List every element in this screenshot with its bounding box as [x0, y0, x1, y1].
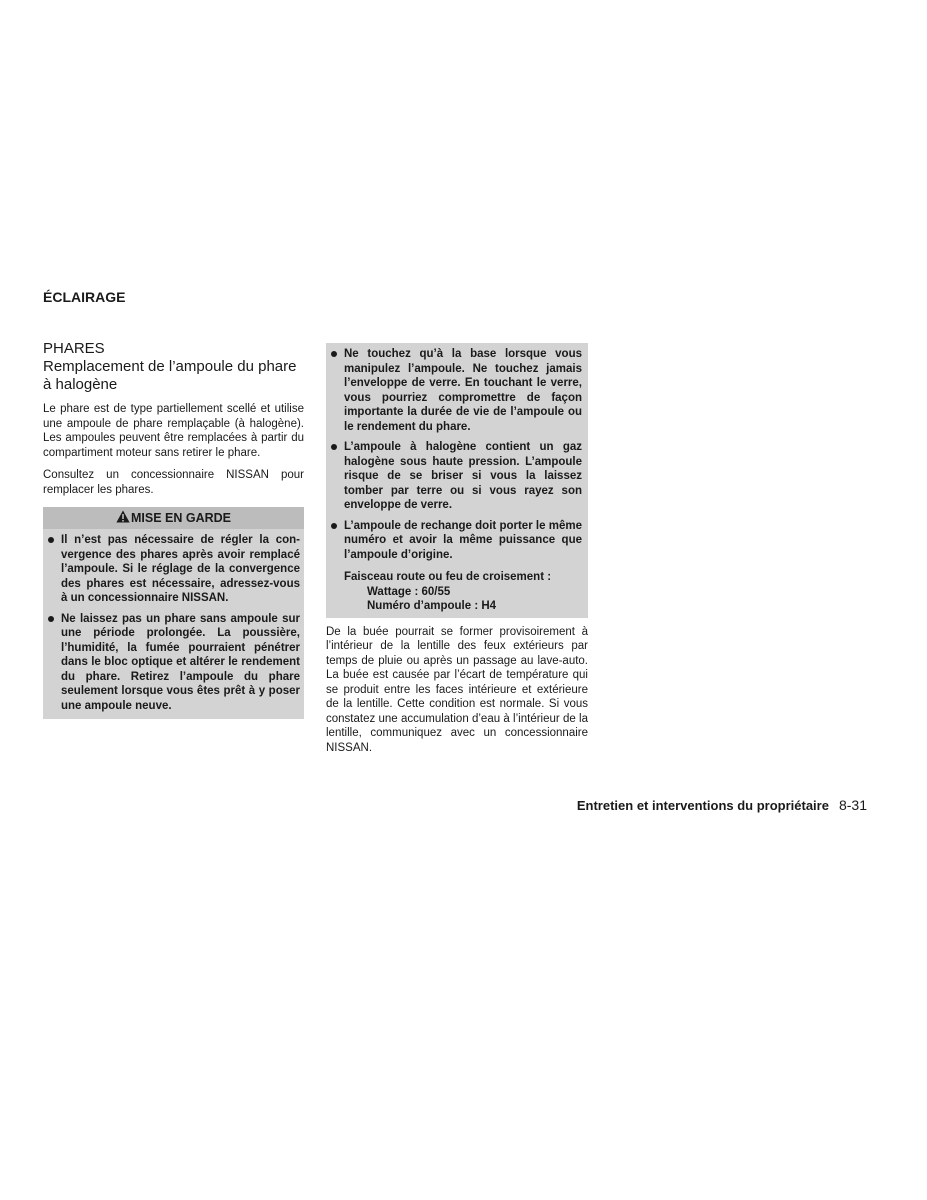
paragraph-condensation: De la buée pourrait se former provisoirement à l’intérieur de la lentille des feux extérieurs par temps de pluie ou après un passage au lave-auto. La buée est causée par l’écart de température qui se produit entre les faces intérieure et extérieure de la lentille. Cette condition est normale. Si vous constatez une accumulation d’eau à l’intérieur de la lentille, communiquez avec un concessionnaire NISSAN. — [326, 625, 588, 754]
page-footer — [577, 797, 867, 813]
caution-title: MISE EN GARDE — [130, 511, 231, 525]
heading-phares: PHARES — [43, 340, 105, 357]
caution-item-text: Ne touchez qu’à la base lorsque vous manipulez l’ampoule. Ne touchez jamais l’enveloppe de verre. En touchant le verre, vous pourriez compromettre de façon importante la durée de vie de l’ampoule ou le rendement du phare. — [344, 348, 582, 433]
bullet-dot-icon — [48, 537, 54, 543]
list-item — [329, 440, 582, 513]
caution-list-right — [326, 345, 586, 566]
bullet-dot-icon — [331, 351, 337, 357]
bulb-specification — [326, 570, 586, 614]
subheading-line-1: Remplacement de l’ampoule du phare — [43, 358, 297, 375]
footer-chapter-title: Entretien et interventions du propriétaire — [576, 798, 829, 813]
subheading-line-2: à halogène — [43, 376, 118, 393]
caution-item-text: Ne laissez pas un phare sans ampoule sur une période prolongée. La poussière, l’humidité, la fumée pourraient pénétrer dans le bloc optique et altérer le rendement du phare. Retirez l’ampoule du phare seulement lorsque vous êtes prêt à y poser une ampoule neuve. — [61, 612, 300, 712]
subheading-bulb-replacement — [43, 358, 304, 394]
list-item — [46, 612, 300, 714]
caution-header — [43, 507, 304, 529]
list-item — [329, 347, 582, 434]
page-number: 8-31 — [838, 797, 867, 813]
caution-list-left — [43, 529, 304, 717]
warning-triangle-icon — [116, 510, 130, 523]
list-item — [46, 533, 300, 606]
spec-wattage: Wattage : 60/55 — [367, 585, 451, 598]
paragraph-headlight-type: Le phare est de type partiellement scellé et utilise une ampoule de phare remplaçable (à halogène). Les ampoules peuvent être remplacées à partir du compartiment moteur sans retirer le phare. — [43, 403, 304, 459]
bullet-dot-icon — [331, 523, 337, 529]
bullet-dot-icon — [48, 616, 54, 622]
list-item — [329, 519, 582, 563]
caution-box-continued — [326, 343, 588, 618]
spec-bulb-number: Numéro d’ampoule : H4 — [367, 600, 497, 612]
right-column — [326, 343, 588, 763]
paragraph-consult-dealer: Consultez un concessionnaire NISSAN pour remplacer les phares. — [43, 469, 304, 496]
left-column — [43, 340, 304, 719]
spec-title: Faisceau route ou feu de croisement : — [344, 571, 552, 583]
caution-item-text: Il n’est pas nécessaire de régler la convergence des phares après avoir remplacé l’ampoule. Si le réglage de la convergence des phares est nécessaire, adressez-vous à un concessionnaire NISSAN. — [61, 534, 300, 604]
caution-item-text: L’ampoule à halogène contient un gaz halogène sous haute pression. L’ampoule risque de se briser si vous la laissez tomber par terre ou si vous rayez son enveloppe de verre. — [344, 441, 582, 511]
bullet-dot-icon — [331, 444, 337, 450]
caution-box — [43, 507, 304, 719]
caution-item-text: L’ampoule de rechange doit porter le même numéro et avoir la même puissance que l’ampoule d’origine. — [344, 519, 582, 561]
section-title: ÉCLAIRAGE — [43, 289, 126, 305]
